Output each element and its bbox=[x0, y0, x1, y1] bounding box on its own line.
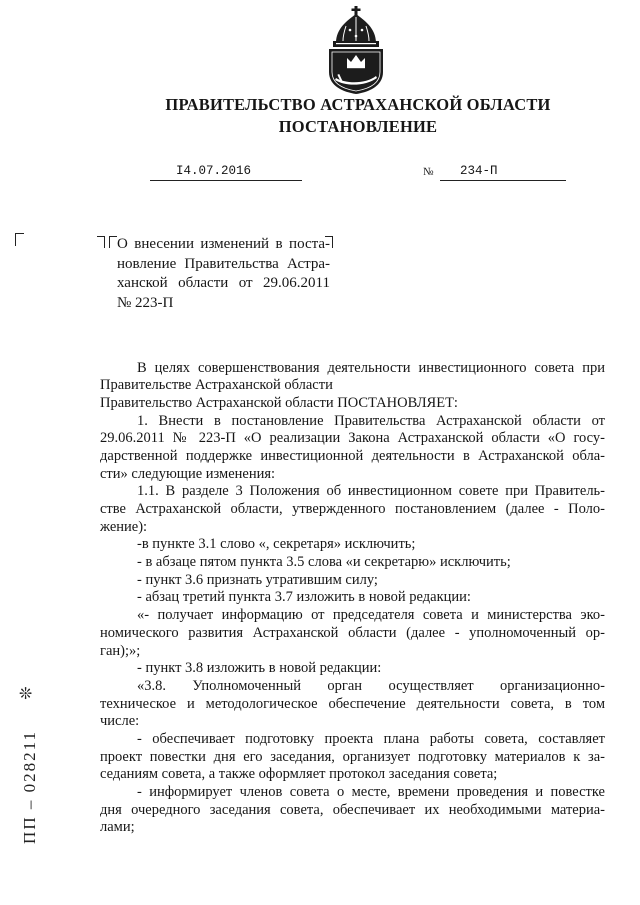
organization-title: ПРАВИТЕЛЬСТВО АСТРАХАНСКОЙ ОБЛАСТИ bbox=[165, 95, 551, 114]
text-line: «3.8. Уполномоченный орган осуществляет организационно- bbox=[137, 677, 605, 694]
paragraph bbox=[100, 536, 605, 554]
paragraph bbox=[100, 607, 605, 660]
text-line: 1.1. В разделе 3 Положения об инвестиционном совете при Правитель- bbox=[137, 483, 605, 500]
document-type-title: ПОСТАНОВЛЕНИЕ bbox=[278, 117, 438, 136]
text-line: проект повестки дня его заседания, организует подготовку материалов к за- bbox=[100, 748, 605, 765]
text-line: дня очередного заседания совета, обеспечивает их необходимыми материа- bbox=[100, 801, 605, 818]
paragraph bbox=[100, 360, 605, 395]
text-line: 1. Внести в постановление Правительства Астраханской области от bbox=[137, 412, 605, 429]
text-line: жение): bbox=[100, 518, 148, 535]
text-line: - в абзаце пятом пункта 3.5 слова «и секретарю» исключить; bbox=[137, 554, 511, 571]
text-line: ган);»; bbox=[100, 642, 141, 659]
text-line: «- получает информацию от председателя совета и министерства эко- bbox=[137, 607, 605, 624]
paragraph bbox=[100, 554, 605, 572]
coat-of-arms-icon bbox=[322, 6, 390, 94]
paragraph bbox=[100, 572, 605, 590]
text-line: Правительство Астраханской области ПОСТАНОВЛЯЕТ: bbox=[100, 394, 458, 411]
paragraph bbox=[100, 589, 605, 607]
paragraph bbox=[100, 784, 605, 837]
text-line: номического развития Астраханской области (далее - уполномоченный ор- bbox=[100, 624, 605, 641]
text-line: ханской области от 29.06.2011 bbox=[117, 275, 330, 291]
text-line: - обеспечивает подготовку проекта плана работы совета, составляет bbox=[137, 730, 605, 747]
document-date: I4.07.2016 bbox=[176, 164, 252, 178]
text-line: О внесении изменений в поста- bbox=[117, 236, 330, 252]
text-line: новление Правительства Астра- bbox=[117, 255, 330, 272]
text-line: седаниям совета, а также оформляет протокол заседания совета; bbox=[100, 766, 498, 783]
subject-bracket-mark bbox=[97, 236, 105, 248]
text-line: - пункт 3.8 изложить в новой редакции: bbox=[137, 660, 382, 677]
page-corner-mark bbox=[15, 233, 24, 246]
text-line: -в пункте 3.1 слово «, секретаря» исключить; bbox=[137, 536, 416, 553]
document-subject bbox=[117, 235, 330, 313]
number-underline bbox=[440, 180, 566, 181]
date-underline bbox=[150, 180, 302, 181]
paragraph bbox=[100, 413, 605, 484]
text-line: лами; bbox=[100, 819, 135, 836]
document-number: 234-П bbox=[460, 164, 498, 178]
text-line: 29.06.2011 № 223-П «О реализации Закона Астраханской области «О госу- bbox=[100, 430, 605, 447]
paragraph bbox=[100, 678, 605, 731]
number-sign: № bbox=[423, 166, 434, 178]
text-line: техническое и методологическое обеспечение деятельности совета, в том bbox=[100, 695, 605, 712]
text-line: - пункт 3.6 признать утратившим силу; bbox=[137, 571, 378, 588]
paragraph bbox=[100, 483, 605, 536]
text-line: числе: bbox=[100, 713, 140, 730]
subject-bracket-mark bbox=[109, 236, 117, 248]
paragraph bbox=[100, 660, 605, 678]
stamp-symbol-icon: ❊ bbox=[19, 684, 33, 703]
text-line: № 223-П bbox=[117, 294, 174, 311]
text-line: Правительстве Астраханской области bbox=[100, 377, 333, 394]
document-body bbox=[100, 360, 605, 838]
text-line: дарственной поддержке инвестиционной деятельности в Астраханской обла- bbox=[100, 447, 605, 464]
form-serial-number: ПП – 028211 bbox=[20, 730, 39, 844]
text-line: В целях совершенствования деятельности инвестиционного совета при bbox=[137, 359, 605, 376]
text-line: - информирует членов совета о месте, времени проведения и повестке bbox=[137, 784, 605, 800]
paragraph bbox=[100, 731, 605, 784]
text-line: стве Астраханской области, утвержденного постановлением (далее - Поло- bbox=[100, 501, 605, 517]
text-line: - абзац третий пункта 3.7 изложить в новой редакции: bbox=[137, 589, 471, 606]
text-line: сти» следующие изменения: bbox=[100, 465, 276, 482]
paragraph bbox=[100, 395, 605, 413]
